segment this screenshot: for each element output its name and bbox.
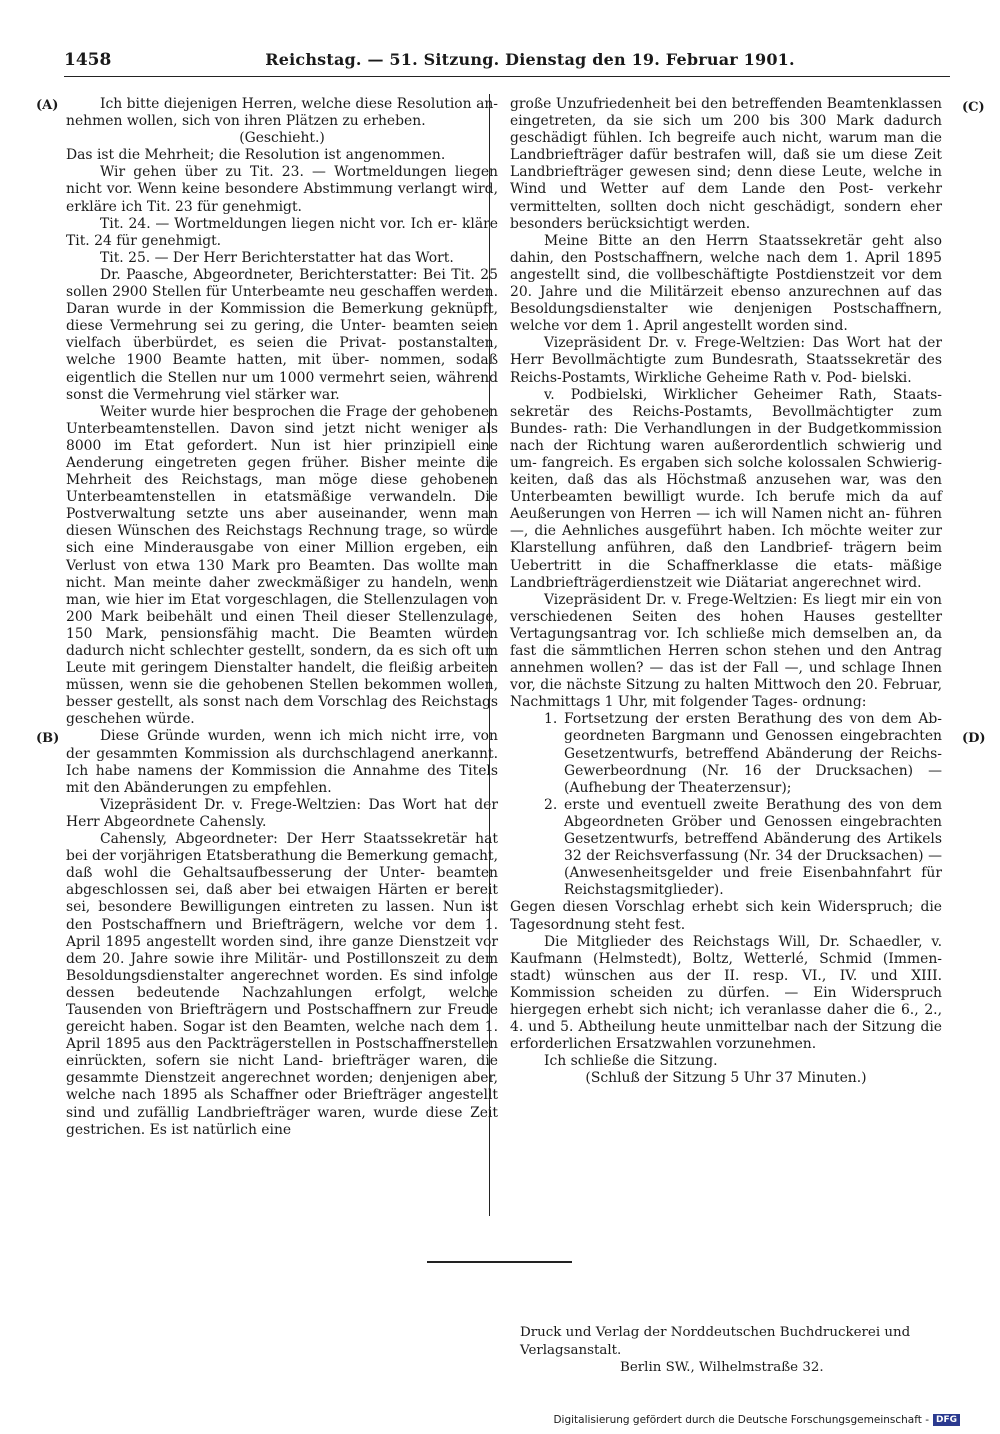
- margin-tag-d: (D): [962, 731, 986, 746]
- agenda-item: [544, 797, 942, 900]
- left-column: [66, 96, 498, 1139]
- paragraph: Vizepräsident Dr. v. Frege-Weltzien: Es liegt mir ein von verschiedenen Seiten des hohen Hauses gestellter Vertagungsantrag vor. Ich schließe mich demselben an, da fast die sämmtlichen Herren schon stehen und den Antrag annehmen wollen? — das ist der Fall —, und schlage Ihnen vor, die nächste Sitzung zu halten Mittwoch den 20. Februar, Nachmittags 1 Uhr, mit folgender Tages- ordnung:: [510, 591, 942, 711]
- paragraph: Die Mitglieder des Reichstags Will, Dr. Schaedler, v. Kaufmann (Helmstedt), Boltz, Wetterlé, Schmid (Immen- stadt) wünschen aus der II. resp. VI., IV. und XIII. Kommission scheiden zu dürfen. — Ein Widerspruch hiergegen erhebt sich nicht; ich veranlasse daher die 6., 2., 4. und 5. Abtheilung heute unmittelbar nach der Sitzung die erforderlichen Ersatzwahlen vorzunehmen.: [510, 933, 942, 1053]
- paragraph: Das ist die Mehrheit; die Resolution ist angenommen.: [66, 147, 446, 164]
- right-column: [510, 96, 942, 1087]
- margin-tag-c: (C): [962, 100, 985, 115]
- agenda-item-number: 2.: [544, 796, 558, 813]
- paragraph: große Unzufriedenheit bei den betreffenden Beamtenklassen eingetreten, da sie sich um 200 bis 300 Mark dadurch geschädigt fühlen. Ich begreife auch nicht, warum man die Landbriefträger dafür bestrafen will, daß sie um diese Zeit Landbriefträger gewesen sind; denn diese Leute, welche in Wind und Wetter auf dem Lande den Post- verkehr vermittelten, sollten doch nicht geschädigt, sondern eher besonders berücksichtigt werden.: [510, 96, 942, 232]
- closing-note: (Schluß der Sitzung 5 Uhr 37 Minuten.): [585, 1070, 867, 1087]
- paragraph: v. Podbielski, Wirklicher Geheimer Rath, Staats- sekretär des Reichs-Postamts, Bevollmächtigter zum Bundes- rath: Die Verhandlungen in der Budgetkommission nach der Richtung waren außerordentlich schwierig und um- fangreich. Es ergaben sich solche kolossalen Schwierig- keiten, daß das als Höchstmaß anzusehen war, was den Unterbeamten bewilligt wurde. Ich berufe mich da auf Aeußerungen von Herren — ich will Namen nicht an- führen —, die Aehnliches ausgeführt haben. Ich möchte weiter zur Klarstellung anführen, daß den Landbrief- trägern beim Uebertritt in die Schaffnerklasse die etats- mäßige Landbriefträgerdienstzeit wie Diätariat angerechnet wird.: [510, 386, 942, 591]
- imprint-line-1: Druck und Verlag der Norddeutschen Buchdruckerei und Verlagsanstalt.: [520, 1325, 911, 1358]
- column-divider: [489, 94, 490, 1216]
- agenda-item: [544, 711, 942, 796]
- agenda-item-number: 1.: [544, 711, 558, 728]
- paragraph: Ich schließe die Sitzung.: [544, 1053, 718, 1070]
- running-head: Reichstag. — 51. Sitzung. Dienstag den 19. Februar 1901.: [265, 50, 795, 69]
- paragraph: (Geschieht.): [239, 130, 325, 147]
- paragraph: Cahensly, Abgeordneter: Der Herr Staatssekretär hat bei der vorjährigen Etatsberathung die Bemerkung gemacht, daß wohl die Gehaltsaufbesserung der Unter- beamten abgeschlossen sei, daß aber bei etwaigen Härten er bereit sei, besondere Bewilligungen eintreten zu lassen. Nun ist den Postschaffnern und Briefträgern, welche vor dem 1. April 1895 angestellt worden sind, ihre ganze Dienstzeit vor dem 20. Jahre sowie ihre Militär- und Postillonszeit zu dem Besoldungsdienstalter angerechnet worden. Es sind infolge dessen bedeutende Nachzahlungen erfolgt, welche Tausenden von Briefträgern und Postschaffnern zur Freude gereicht haben. Sogar ist den Beamten, welche nach dem 1. April 1895 aus den Packträgerstellen in Postschaffnerstellen einrückten, sofern sie nicht Land- briefträger waren, die gesammte Dienstzeit angerechnet worden; denjenigen aber, welche nach 1895 als Schaffner oder Briefträger angestellt sind und zufällig Landbriefträger waren, wurde diese Zeit gestrichen. Es ist natürlich eine: [66, 831, 498, 1138]
- footer-text: Digitalisierung gefördert durch die Deutsche Forschungsgemeinschaft -: [553, 1414, 929, 1426]
- end-rule: [427, 1261, 572, 1263]
- paragraph: Tit. 25. — Der Herr Berichterstatter hat das Wort.: [100, 249, 454, 266]
- dfg-logo-icon: DFG: [933, 1414, 960, 1426]
- margin-tag-b: (B): [36, 731, 60, 746]
- imprint: [520, 1324, 956, 1377]
- paragraph: Ich bitte diejenigen Herren, welche diese Resolution an- nehmen wollen, sich von ihren Plätzen zu erheben.: [66, 96, 498, 130]
- paragraph: Weiter wurde hier besprochen die Frage der gehobenen Unterbeamtenstellen. Davon sind jetzt nicht weniger als 8000 im Etat gefordert. Nun ist hier prinzipiell eine Aenderung eingetreten gegen früher. Bisher meinte die Mehrheit des Reichstags, man möge diese gehobenen Unterbeamtenstellen in etatsmäßige verwandeln. Die Postverwaltung setzte uns aber auseinander, wenn man diesen Wünschen des Reichstags Rechnung trage, so würde sich eine Minderausgabe von einer Million ergeben, ein Verlust von etwa 130 Mark pro Beamten. Das wollte man nicht. Man meinte daher zweckmäßiger zu handeln, wenn man, wie hier im Etat vorgeschlagen, die Stellenzulagen von 200 Mark beibehält und einen Theil dieser Stellenzulage, 150 Mark, pensionsfähig macht. Die Beamten würden dadurch nicht schlechter gestellt, sondern, da es sich oft um Leute mit geringem Dienstalter handelt, die fleißig arbeiten müssen, wenn sie die gehobenen Stellen bekommen wollen, besser gestellt, als sonst nach dem Vorschlag des Reichstags geschehen würde.: [66, 403, 498, 728]
- agenda-list: [544, 711, 942, 899]
- paragraph: Wir gehen über zu Tit. 23. — Wortmeldungen liegen nicht vor. Wenn keine besondere Abstimmung verlangt wird, erkläre ich Tit. 23 für genehmigt.: [66, 164, 498, 215]
- imprint-line-2: Berlin SW., Wilhelmstraße 32.: [620, 1360, 824, 1375]
- paragraph: Gegen diesen Vorschlag erhebt sich kein Widerspruch; die Tagesordnung steht fest.: [510, 899, 942, 933]
- header-rule: [64, 76, 950, 77]
- paragraph: Meine Bitte an den Herrn Staatssekretär geht also dahin, den Postschaffnern, welche nach dem 1. April 1895 angestellt sind, die vollbeschäftigte Postdienstzeit vor dem 20. Jahre und die Militärzeit ebenso anzurechnen auf das Besoldungsdienstalter wie denjenigen Postschaffnern, welche vor dem 1. April angestellt worden sind.: [510, 232, 942, 335]
- paragraph: Diese Gründe wurden, wenn ich mich nicht irre, von der gesammten Kommission als durchschlagend anerkannt. Ich habe namens der Kommission die Annahme des Titels mit den Abänderungen zu empfehlen.: [66, 728, 498, 796]
- paragraph: Vizepräsident Dr. v. Frege-Weltzien: Das Wort hat der Herr Bevollmächtigte zum Bundesrath, Staatssekretär des Reichs-Postamts, Wirkliche Geheime Rath v. Pod- bielski.: [510, 335, 942, 386]
- paragraph: Vizepräsident Dr. v. Frege-Weltzien: Das Wort hat der Herr Abgeordnete Cahensly.: [66, 796, 498, 830]
- paragraph: Tit. 24. — Wortmeldungen liegen nicht vor. Ich er- kläre Tit. 24 für genehmigt.: [66, 215, 498, 249]
- page-number: 1458: [64, 50, 112, 70]
- paragraph: Dr. Paasche, Abgeordneter, Berichterstatter: Bei Tit. 25 sollen 2900 Stellen für Unterbeamte neu geschaffen werden. Daran wurde in der Kommission die Bemerkung geknüpft, diese Vermehrung sei zu gering, die Unter- beamten seien vielfach überbürdet, es seien die Privat- postanstalten, welche 1900 Beamte hatten, mit über- nommen, sodaß eigentlich die Stellen nur um 1000 vermehrt seien, während sonst die Vermehrung viel stärker war.: [66, 266, 498, 403]
- margin-tag-a: (A): [36, 98, 59, 113]
- agenda-item-text: Fortsetzung der ersten Berathung des von dem Ab- geordneten Bargmann und Genossen eingebrachten Gesetzentwurfs, betreffend Abänderung der Reichs- Gewerbeordnung (Nr. 16 der Drucksachen) — (Aufhebung der Theaterzensur);: [564, 711, 942, 796]
- agenda-item-text: erste und eventuell zweite Berathung des von dem Abgeordneten Gröber und Genossen eingebrachten Gesetzentwurfs, betreffend Abänderung des Artikels 32 der Reichsverfassung (Nr. 34 der Drucksachen) — (Anwesenheitsgelder und freie Eisenbahnfahrt für Reichstagsmitglieder).: [564, 796, 942, 899]
- footer: [553, 1414, 960, 1426]
